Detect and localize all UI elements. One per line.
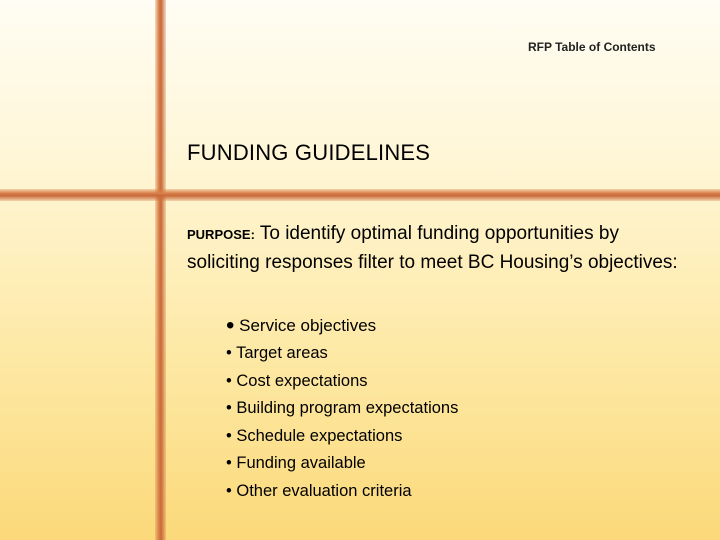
slide-title: FUNDING GUIDELINES <box>187 140 431 165</box>
list-item-text: Schedule expectations <box>236 426 403 445</box>
list-item-text: Funding available <box>236 454 366 472</box>
bullet-icon: • <box>226 426 232 445</box>
list-item <box>226 395 458 423</box>
list-item <box>226 423 458 451</box>
list-item-text: Cost expectations <box>236 371 368 390</box>
purpose-text: To identify optimal funding opportunities by soliciting responses filter to meet BC Housing’s objectives: <box>187 223 678 273</box>
bullet-icon: • <box>226 312 235 339</box>
purpose-paragraph <box>187 220 697 277</box>
bullet-icon: • <box>226 481 232 500</box>
list-item-text: Service objectives <box>239 316 377 335</box>
list-item <box>226 312 458 340</box>
objectives-list <box>226 312 458 505</box>
horizontal-accent-line <box>0 189 720 201</box>
list-item <box>226 368 458 396</box>
list-item <box>226 478 458 506</box>
bullet-icon: • <box>226 399 232 417</box>
list-item <box>226 340 458 368</box>
list-item-text: Other evaluation criteria <box>236 481 412 500</box>
bullet-icon: • <box>226 454 232 472</box>
bullet-icon: • <box>226 371 232 390</box>
vertical-accent-line <box>155 0 166 540</box>
bullet-icon: • <box>226 344 232 362</box>
list-item-text: Target areas <box>236 344 328 362</box>
list-item-text: Building program expectations <box>236 399 459 417</box>
header-label: RFP Table of Contents <box>528 40 656 54</box>
purpose-label: PURPOSE: <box>187 227 255 242</box>
list-item <box>226 450 458 478</box>
